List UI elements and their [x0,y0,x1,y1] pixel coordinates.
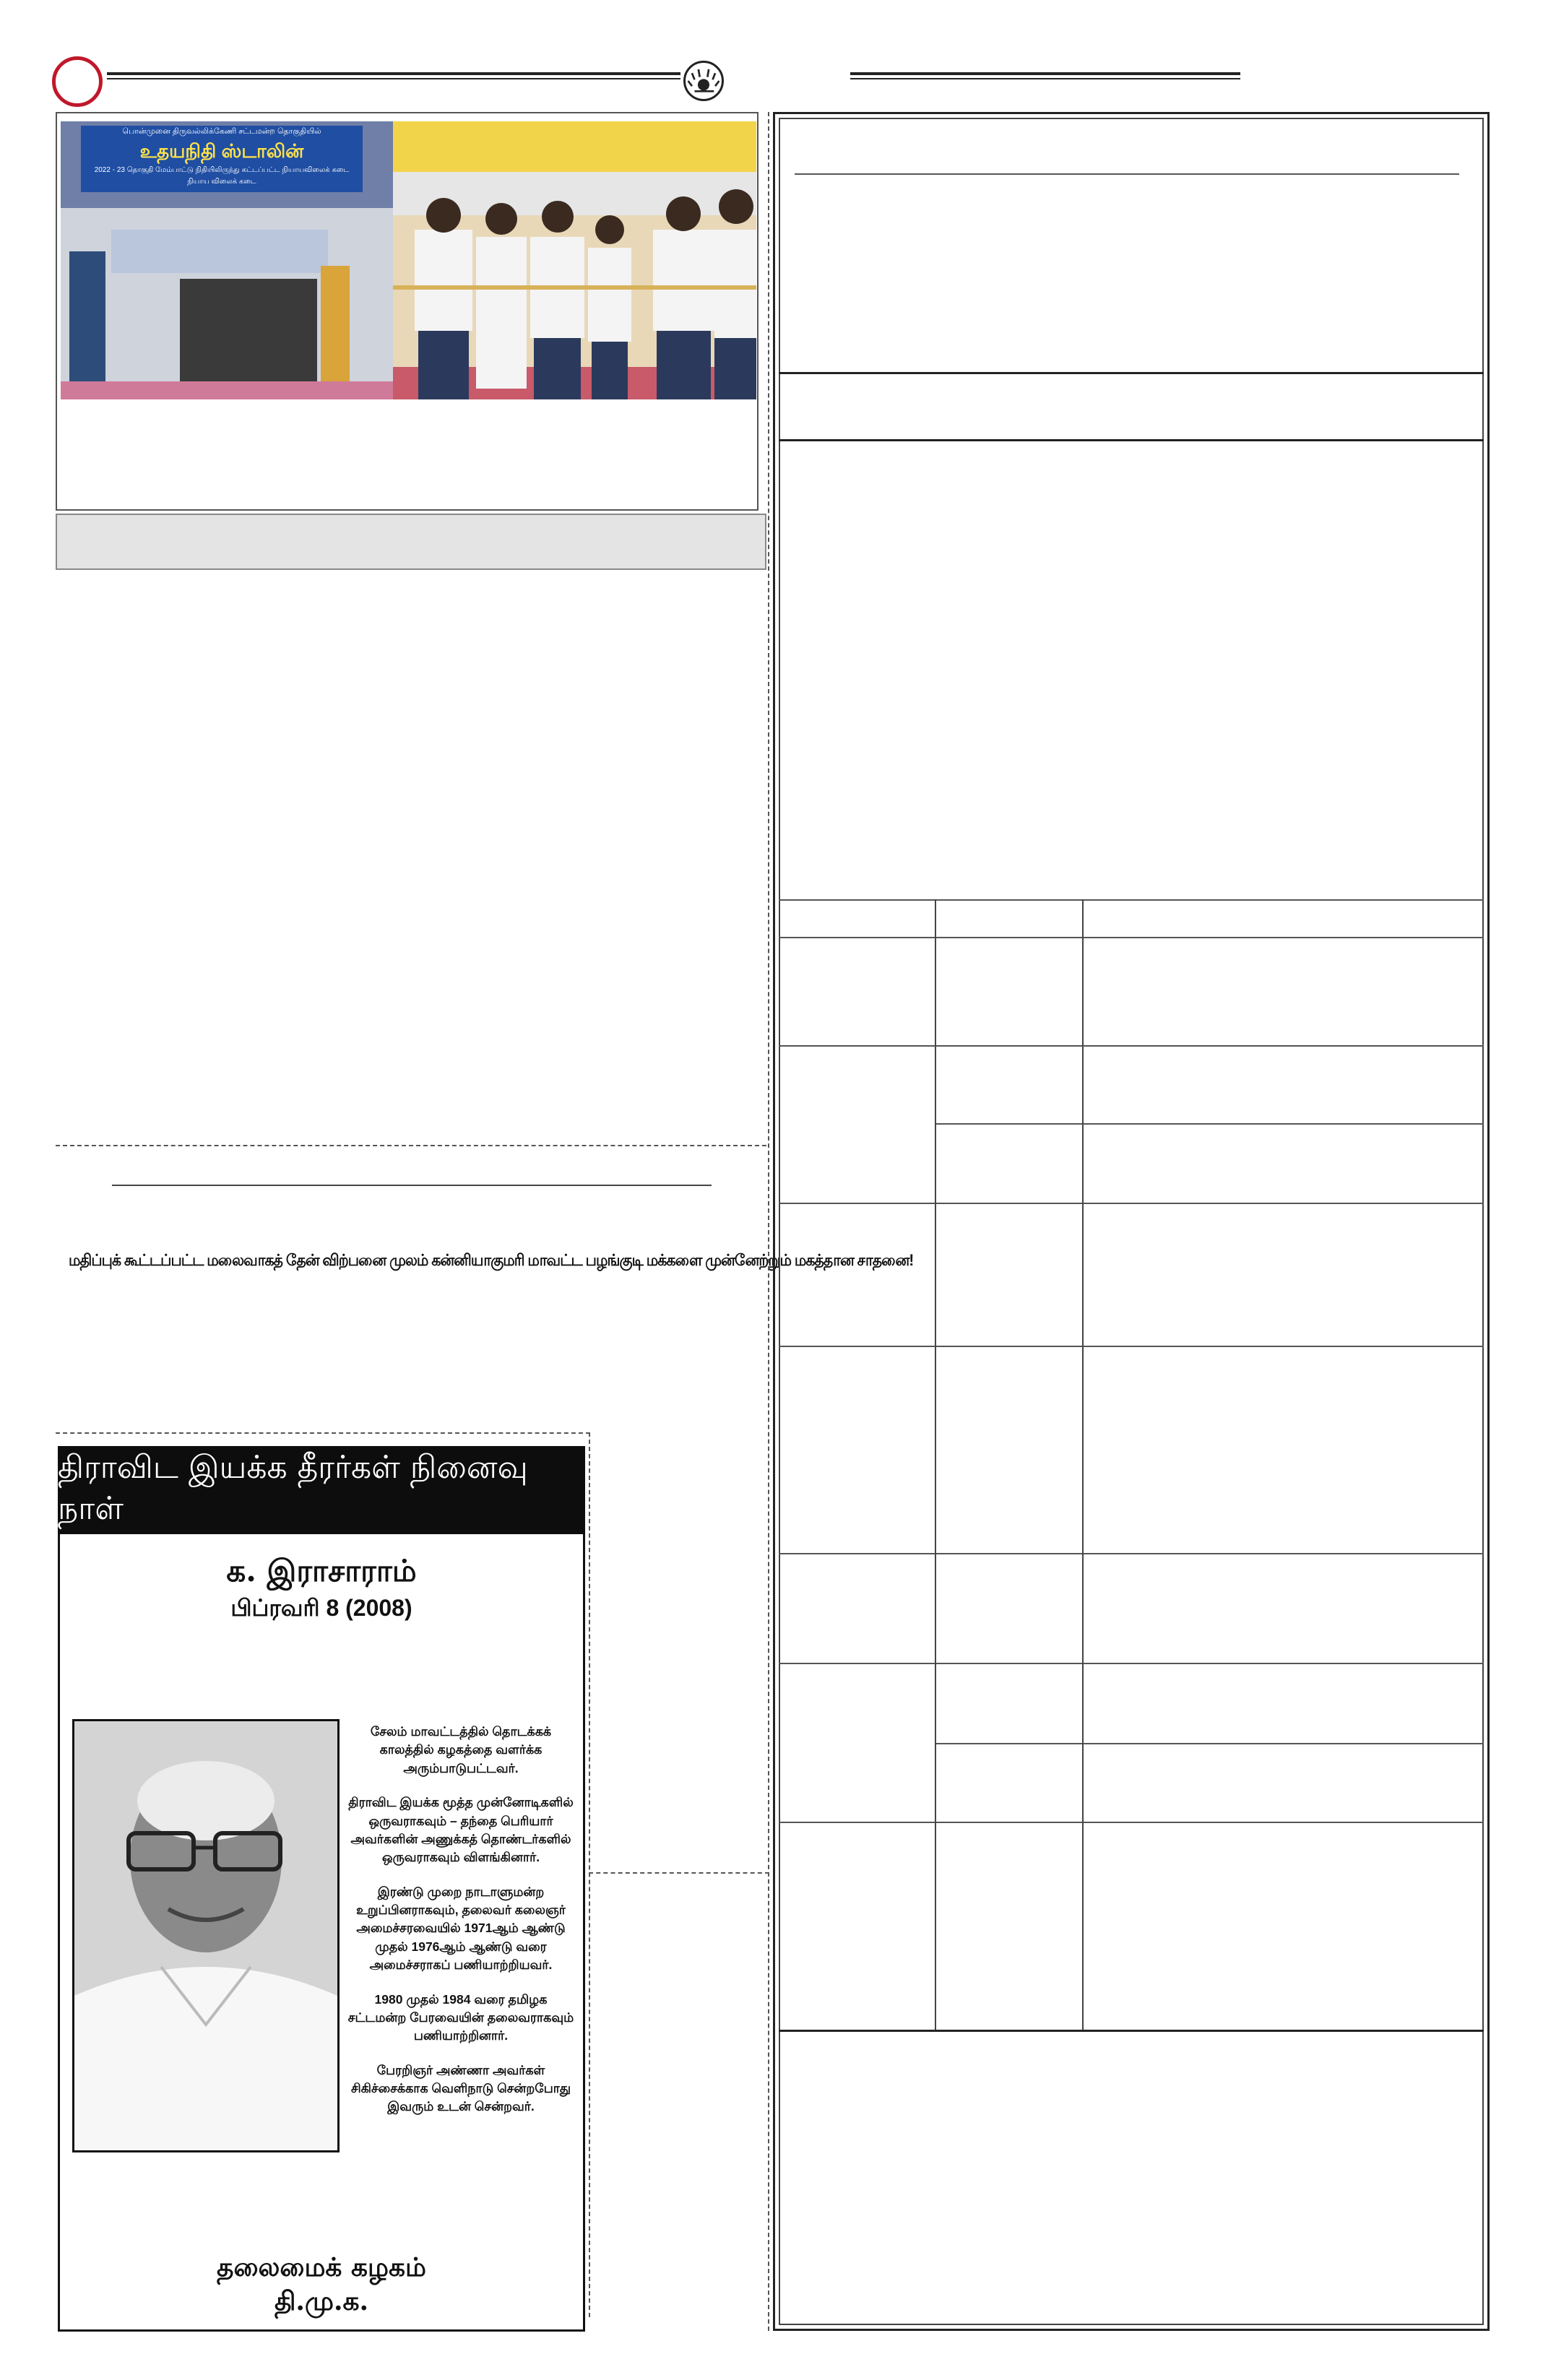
table-rule [779,1045,1484,1047]
title-rule [795,173,1459,175]
table-rule [779,1553,1484,1554]
rising-sun-emblem-icon [683,61,724,101]
banner-line2: 2022 - 23 தொகுதி மேம்பாட்டு நிதியிலிருந்து கட்டப்பட்ட நியாயவிலைக் கடை [94,166,350,174]
headline-strip: மதிப்புக் கூட்டப்பட்ட மலைவாகத் தேன் விற்பனை முலம் கன்னியாகுமரி மாவட்ட பழங்குடி மக்களை முன்னேற்றும் மகத்தான சாதனை! [69,1251,914,1269]
banner-line1: பொன்முனை திருவல்லிக்கேணி சட்டமன்ற தொகுதியில் [122,127,321,136]
section-divider [56,1145,766,1146]
table-rule [935,1123,1484,1125]
bio-paragraph: பேரறிஞர் அண்ணா அவர்கள் சிகிச்சைக்காக வெளிநாடு சென்றபோது இவரும் உடன் சென்றவர். [350,2062,571,2114]
schedule-table [779,899,1484,2033]
page-number-badge [52,56,103,107]
table-rule [779,1663,1484,1664]
memorial-bio [345,1723,576,2132]
signature-line1: தலைமைக் கழகம் [217,2252,426,2282]
banner-line3: நியாய விலைக் கடை [187,178,256,186]
table-rule [779,1203,1484,1204]
header-rule-left [107,72,680,79]
header-rule-right [850,72,1240,79]
bio-paragraph: 1980 முதல் 1984 வரை தமிழக சட்டமன்ற பேரவையின் தலைவராகவும் பணியாற்றினார். [347,1991,574,2043]
memorial-side-divider [589,1432,590,2317]
memorial-name: க. இராசாராம் [226,1553,417,1588]
table-rule [779,937,1484,938]
section-rule [779,372,1484,374]
table-rule [779,899,1484,901]
inauguration-photo [61,121,756,399]
headline-rule [112,1185,712,1186]
bio-paragraph: இரண்டு முறை நாடாளுமன்ற உறுப்பினராகவும், தலைவர் கலைஞர் அமைச்சரவையில் 1971ஆம் ஆண்டு முதல் 1976ஆம் ஆண்டு வரை அமைச்சராகப் பணியாற்றியவர். [356,1884,566,1973]
memorial-date: பிப்ரவரி 8 (2008) [230,1595,412,1621]
table-rule [935,1743,1484,1744]
table-rule [779,2030,1484,2032]
table-column-line [1082,899,1084,2030]
table-rule [779,1346,1484,1347]
portrait-photo [72,1719,340,2152]
bio-paragraph: சேலம் மாவட்டத்தில் தொடக்கக் காலத்தில் கழகத்தை வளர்க்க அரும்பாடுபட்டவர். [370,1724,552,1775]
table-column-line [935,899,936,2030]
photo-caption-bar [56,514,766,570]
bio-paragraph: திராவிட இயக்க மூத்த முன்னோடிகளில் ஒருவராகவும் – தந்தை பெரியார் அவர்களின் அணுக்கத் தொண்டர்களில் ஒருவராகவும் விளங்கினார். [348,1795,574,1865]
signature-line2: தி.மு.க. [274,2286,369,2316]
side-divider [589,1872,769,1874]
banner-name: உதயநிதி ஸ்டாலின் [139,140,304,162]
memorial-divider [56,1432,590,1434]
table-rule [779,1822,1484,1823]
memorial-title: திராவிட இயக்க தீரர்கள் நினைவு நாள் [58,1446,585,1534]
section-rule [779,439,1484,441]
column-divider [768,112,769,2331]
